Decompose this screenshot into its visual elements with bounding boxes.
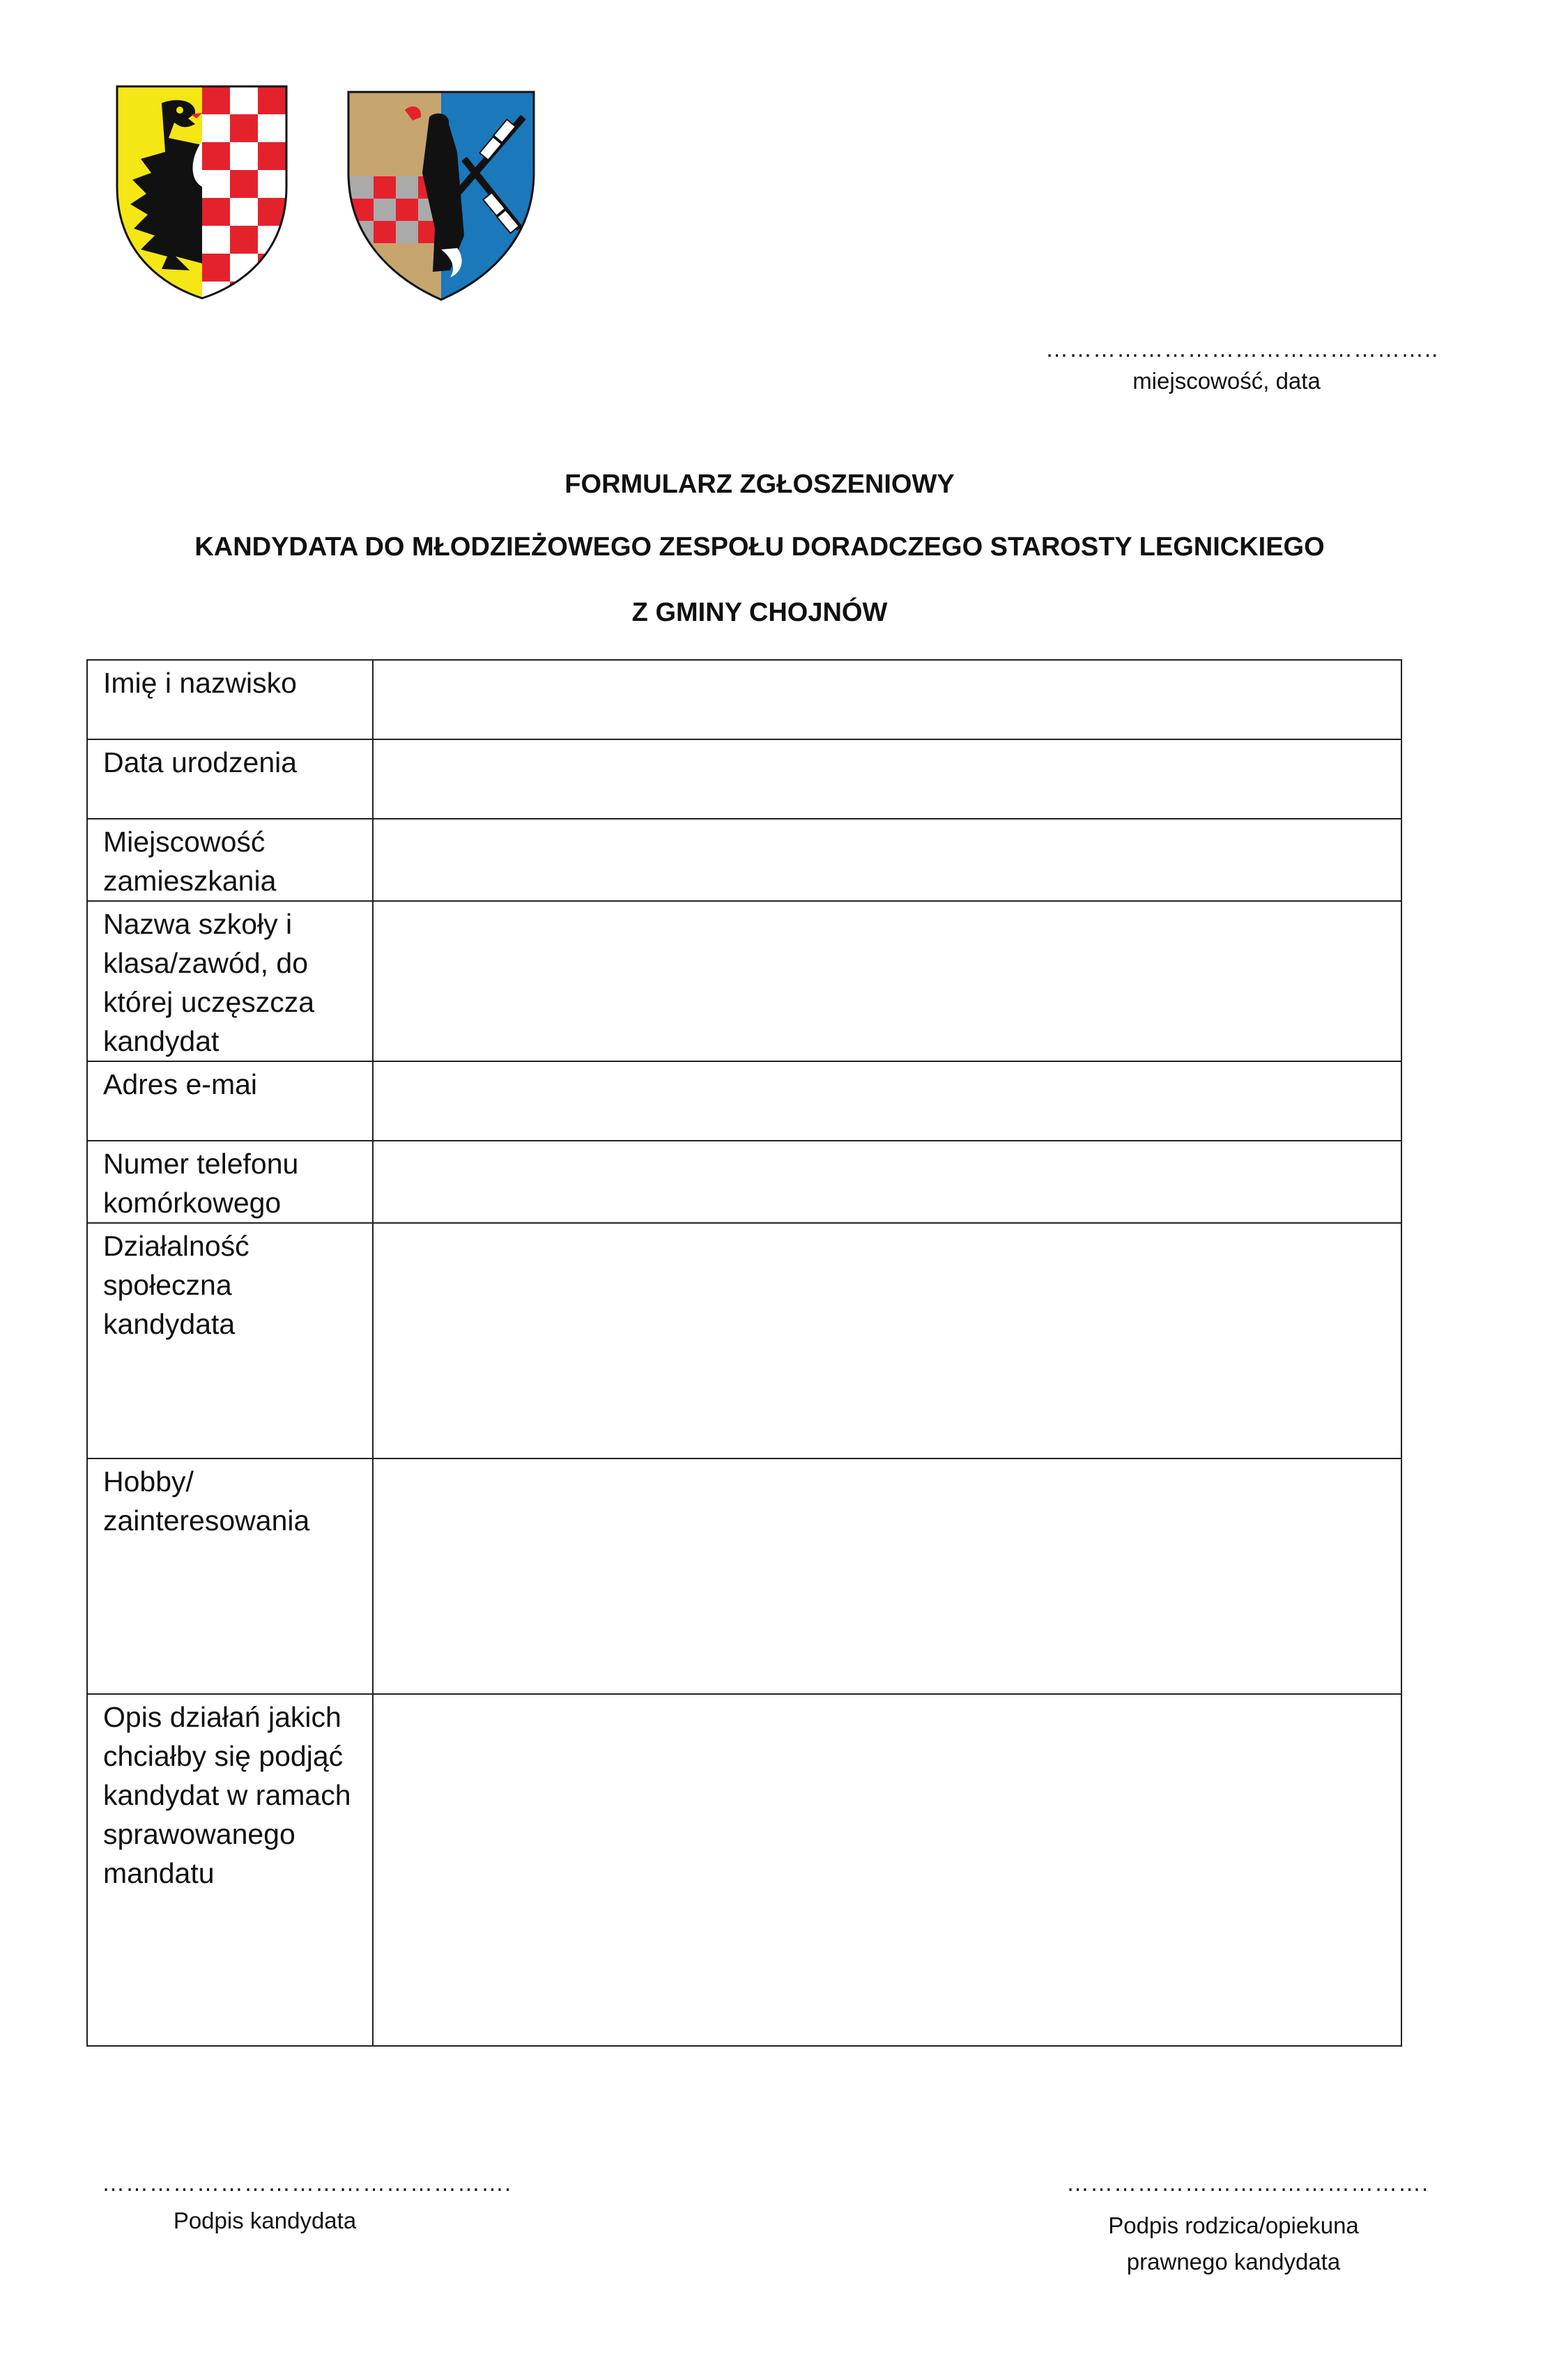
candidate-signature-caption: Podpis kandydata (173, 2208, 357, 2233)
coat-of-arms-left-icon (113, 82, 291, 302)
table-row (87, 1141, 1401, 1223)
field-label-phone: Numer telefonu komórkowego (87, 1141, 373, 1223)
field-input-hobbies[interactable] (373, 1458, 1401, 1694)
field-label-residence: Miejscowość zamieszkania (87, 819, 373, 901)
field-input-name[interactable] (373, 660, 1401, 739)
table-row (87, 1694, 1401, 2046)
field-label-mandate-plans: Opis działań jakich chciałby się podjąć kandydat w ramach sprawowanego mandatu (87, 1694, 373, 2046)
form-subtitle: KANDYDATA DO MŁODZIEŻOWEGO ZESPOŁU DORADCZEGO STAROSTY LEGNICKIEGO (194, 532, 1325, 562)
form-title: FORMULARZ ZGŁOSZENIOWY (564, 470, 955, 499)
table-row (87, 1061, 1401, 1141)
field-input-school[interactable] (373, 901, 1401, 1061)
field-label-hobbies: Hobby/ zainteresowania (87, 1458, 373, 1694)
table-row (87, 660, 1401, 739)
field-input-residence[interactable] (373, 819, 1401, 901)
candidate-signature-line: ……………………………………………. (102, 2170, 512, 2196)
table-row (87, 1458, 1401, 1694)
table-row (87, 739, 1401, 819)
field-input-mandate-plans[interactable] (373, 1694, 1401, 2046)
table-row (87, 819, 1401, 901)
guardian-signature-line: ………………………………………. (1066, 2170, 1429, 2196)
field-label-email: Adres e-mai (87, 1061, 373, 1141)
form-municipality: Z GMINY CHOJNÓW (631, 598, 888, 627)
place-date-dotted-line: ………………………………………….. (1045, 336, 1439, 362)
table-row (87, 1223, 1401, 1458)
field-label-birth-date: Data urodzenia (87, 739, 373, 819)
field-input-social-activity[interactable] (373, 1223, 1401, 1458)
field-input-phone[interactable] (373, 1141, 1401, 1223)
field-input-email[interactable] (373, 1061, 1401, 1141)
field-input-birth-date[interactable] (373, 739, 1401, 819)
place-date-caption: miejscowość, data (1132, 368, 1321, 394)
guardian-signature-caption: Podpis rodzica/opiekuna prawnego kandydata (1108, 2212, 1359, 2275)
table-row (87, 901, 1401, 1061)
application-form-table (86, 659, 1402, 2047)
field-label-social-activity: Działalność społeczna kandydata (87, 1223, 373, 1458)
field-label-school: Nazwa szkoły i klasa/zawód, do której uczęszcza kandydat (87, 901, 373, 1061)
field-label-name: Imię i nazwisko (87, 660, 373, 739)
coat-of-arms-right-icon (346, 89, 537, 302)
